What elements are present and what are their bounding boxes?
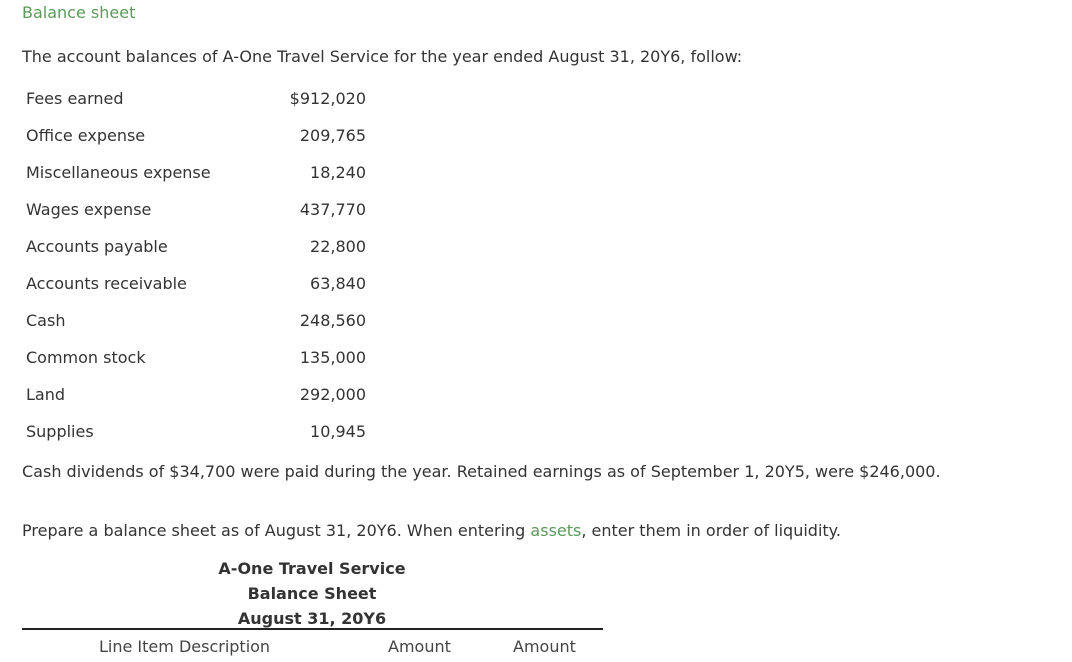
- statement-date: August 31, 20Y6: [237, 609, 387, 628]
- instruction-before: Prepare a balance sheet as of August 31, 20Y6. When entering: [22, 521, 531, 540]
- table-row: [22, 265, 366, 302]
- table-row: [22, 80, 366, 117]
- account-value: $912,020: [289, 89, 366, 108]
- table-row: [22, 339, 366, 376]
- statement-header: [22, 556, 602, 631]
- section-title: Balance sheet: [22, 3, 136, 22]
- statement-title: Balance Sheet: [247, 584, 377, 603]
- account-label: Wages expense: [26, 200, 152, 219]
- account-value: 135,000: [299, 348, 366, 367]
- account-label: Supplies: [26, 422, 94, 441]
- table-row: [22, 154, 366, 191]
- instruction-text: [22, 521, 841, 540]
- account-label: Accounts receivable: [26, 274, 187, 293]
- intro-text: The account balances of A-One Travel Service for the year ended August 31, 20Y6, follow:: [22, 47, 743, 66]
- account-value: 209,765: [299, 126, 366, 145]
- account-value: 437,770: [299, 200, 366, 219]
- account-value: 63,840: [310, 274, 366, 293]
- table-row: [22, 376, 366, 413]
- column-header-description: Line Item Description: [99, 637, 271, 656]
- account-value: 18,240: [310, 163, 366, 182]
- column-header-amount-2: Amount: [513, 637, 576, 656]
- account-label: Miscellaneous expense: [26, 163, 211, 182]
- table-row: [22, 191, 366, 228]
- account-value: 10,945: [310, 422, 366, 441]
- table-row: [22, 413, 366, 450]
- table-row: [22, 302, 366, 339]
- account-label: Land: [26, 385, 66, 404]
- account-balances-table: [22, 80, 366, 450]
- account-value: 292,000: [299, 385, 366, 404]
- account-label: Common stock: [26, 348, 146, 367]
- table-row: [22, 117, 366, 154]
- account-label: Office expense: [26, 126, 146, 145]
- account-label: Fees earned: [26, 89, 124, 108]
- account-label: Accounts payable: [26, 237, 168, 256]
- assets-link[interactable]: assets: [530, 521, 582, 540]
- account-value: 22,800: [310, 237, 366, 256]
- account-label: Cash: [26, 311, 66, 330]
- instruction-after: , enter them in order of liquidity.: [581, 521, 841, 540]
- statement-company: A-One Travel Service: [218, 559, 406, 578]
- column-header-amount-1: Amount: [388, 637, 451, 656]
- table-row: [22, 228, 366, 265]
- account-value: 248,560: [299, 311, 366, 330]
- header-divider: [22, 628, 603, 630]
- dividends-text: Cash dividends of $34,700 were paid during the year. Retained earnings as of September 1, 20Y5, were $246,000.: [22, 462, 941, 481]
